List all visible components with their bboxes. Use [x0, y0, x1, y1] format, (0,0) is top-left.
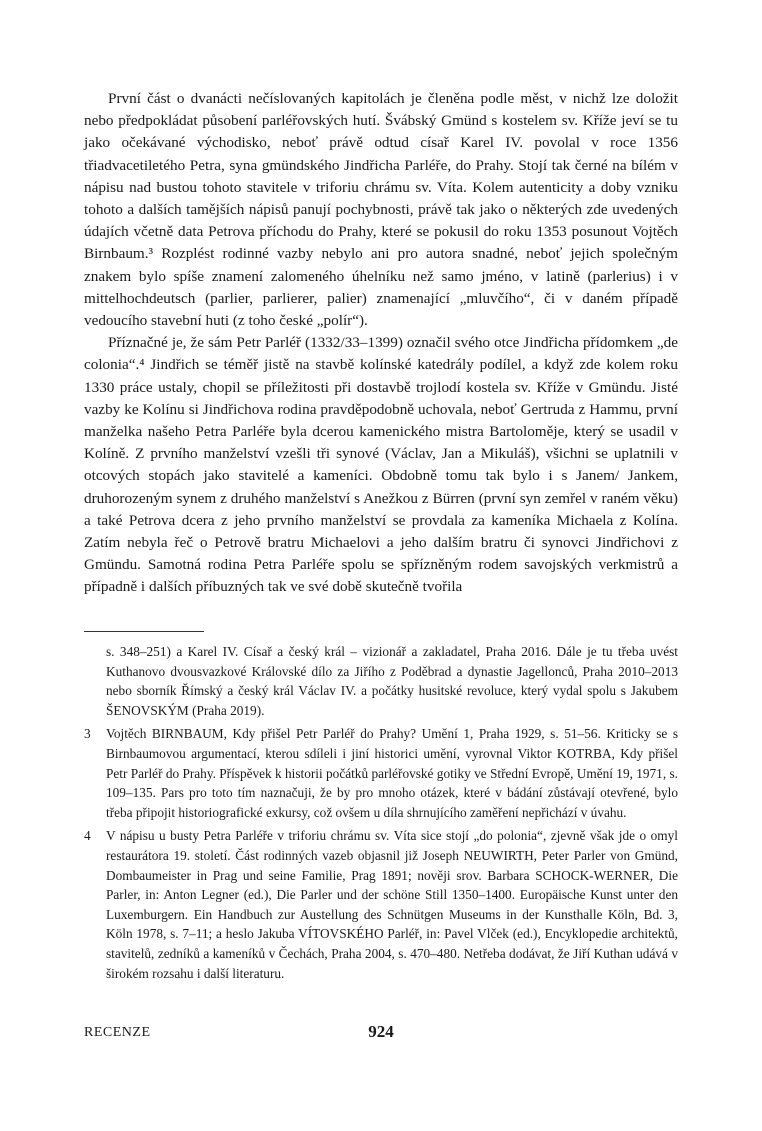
page-number: 924: [368, 1022, 394, 1041]
footnote-text: s. 348–251) a Karel IV. Císař a český král – vizionář a zakladatel, Praha 2016. Dále je tu třeba uvést Kuthanovo dvousvazkové Královské dílo za Jiřího z Poděbrad a dynastie Jagellonců, Praha 2010–2013 nebo sborník Římský a český král Václav IV. a počátky husitské revoluce, který vydal spolu s Jakubem ŠENOVSKÝM (Praha 2019).: [106, 644, 678, 718]
footnote-text: Vojtěch BIRNBAUM, Kdy přišel Petr Parléř do Prahy? Umění 1, Praha 1929, s. 51–56. Kriticky se s Birnbaumovou argumentací, kterou sdíleli i jiní historici umění, vyrovnal Viktor KOTRBA, Kdy přišel Petr Parléř do Prahy. Příspěvek k historii počátků parléřovské gotiky ve Střední Evropě, Umění 19, 1971, s. 109–135. Pars pro toto tím naznačuji, že by pro mnoho otázek, které v bádání zůstávají otevřené, bylo třeba připojit historiografické exkursy, což ovšem u díla shrnujícího zaměření nepřichází v úvahu.: [106, 726, 678, 820]
paragraph-2: Příznačné je, že sám Petr Parléř (1332/33–1399) označil svého otce Jindřicha přídomkem „de colonia“.⁴ Jindřich se téměř jistě na stavbě kolínské katedrály podílel, a když zde kolem roku 1330 práce ustaly, chopil se příležitosti při dostavbě trojlodí kostela sv. Kříže v Gmündu. Jisté vazby ke Kolínu si Jindřichova rodina pravděpodobně uchovala, neboť Gertruda z Hammu, první manželka našeho Petra Parléře byla dcerou kamenického mistra Bartoloměje, který se usadil v Kolíně. Z prvního manželství vzešli tři synové (Václav, Jan a Mikuláš), všichni se uplatnili v otcových stopách jako stavitelé a kameníci. Obdobně tomu tak bylo i s Janem/ Jankem, druhorozeným synem z druhého manželství s Anežkou z Bürren (první syn zemřel v raném věku) a také Petrova dcera z jeho prvního manželství se provdala za kameníka Michaela z Kolína. Zatím nebyla řeč o Petrově bratru Michaelovi a jeho dalším bratru či synovci Jindřichovi z Gmündu. Samotná rodina Petra Parléře spolu se spřízněným rodem savojských verkmistrů a případně i dalších příbuzných tak ve své době skutečně tvořila: [84, 334, 678, 596]
section-label: RECENZE: [84, 1025, 151, 1040]
footnote-text: V nápisu u busty Petra Parléře v triforiu chrámu sv. Víta sice stojí „do polonia“, zjevně však jde o omyl restaurátora 19. století. Část rodinných vazeb objasnil již Joseph NEUWIRTH, Peter Parler von Gmünd, Dombaumeister in Prag und seine Familie, Prag 1891; nověji srov. Barbara SCHOCK-WERNER, Die Parler, in: Anton Legner (ed.), Die Parler und der schöne Still 1350–1400. Europäische Kunst unter den Luxemburgern. Ein Handbuch zur Austellung des Schnütgen Museums in der Kunsthalle Köln, Bd. 3, Köln 1978, s. 7–11; a heslo Jakuba VÍTOVSKÉHO Parléř, in: Pavel Vlček (ed.), Encyklopedie architektů, stavitelů, zedníků a kameníků v Čechách, Praha 2004, s. 470–480. Netřeba dodávat, že Jiří Kuthan udává v širokém rozsahu i další literaturu.: [106, 828, 678, 981]
footnote-number: 3: [84, 726, 91, 742]
footnote-continuation: [84, 642, 678, 720]
main-text: [84, 88, 678, 599]
paragraph-1: První část o dvanácti nečíslovaných kapitolách je členěna podle měst, v nichž lze doložit nebo předpokládat působení parléřovských hutí. Švábský Gmünd s kostelem sv. Kříže jeví se tu jako očekávané východisko, neboť právě odtud císař Karel IV. povolal v roce 1356 třiadvacetiletého Petra, syna gmündského Jindřicha Parléře, do Prahy. Stojí tak černé na bílém v nápisu nad bustou tohoto stavitele v triforiu chrámu sv. Víta. Kolem autenticity a doby vzniku tohoto a dalších tamějších nápisů panují pochybnosti, právě tak jako o některých zde uvedených údajích včetně data Petrova příchodu do Prahy, které se pokusil do roku 1353 posunout Vojtěch Birnbaum.³ Rozplést rodinné vazby nebylo ani pro autora snadné, neboť jejich společným znakem bylo spíše znamení zalomeného úhelníku než samo jméno, v latině (parlerius) i v mittelhochdeutsch (parlier, parlierer, palier) znamenající „mluvčího“, či v daném případě vedoucího stavební huti (z toho české „polír“).: [84, 90, 678, 330]
footnote-3: [84, 724, 678, 822]
footnote-number: 4: [84, 828, 91, 844]
footnotes: [84, 642, 678, 987]
footnote-separator: [84, 631, 204, 632]
footnote-4: [84, 826, 678, 983]
